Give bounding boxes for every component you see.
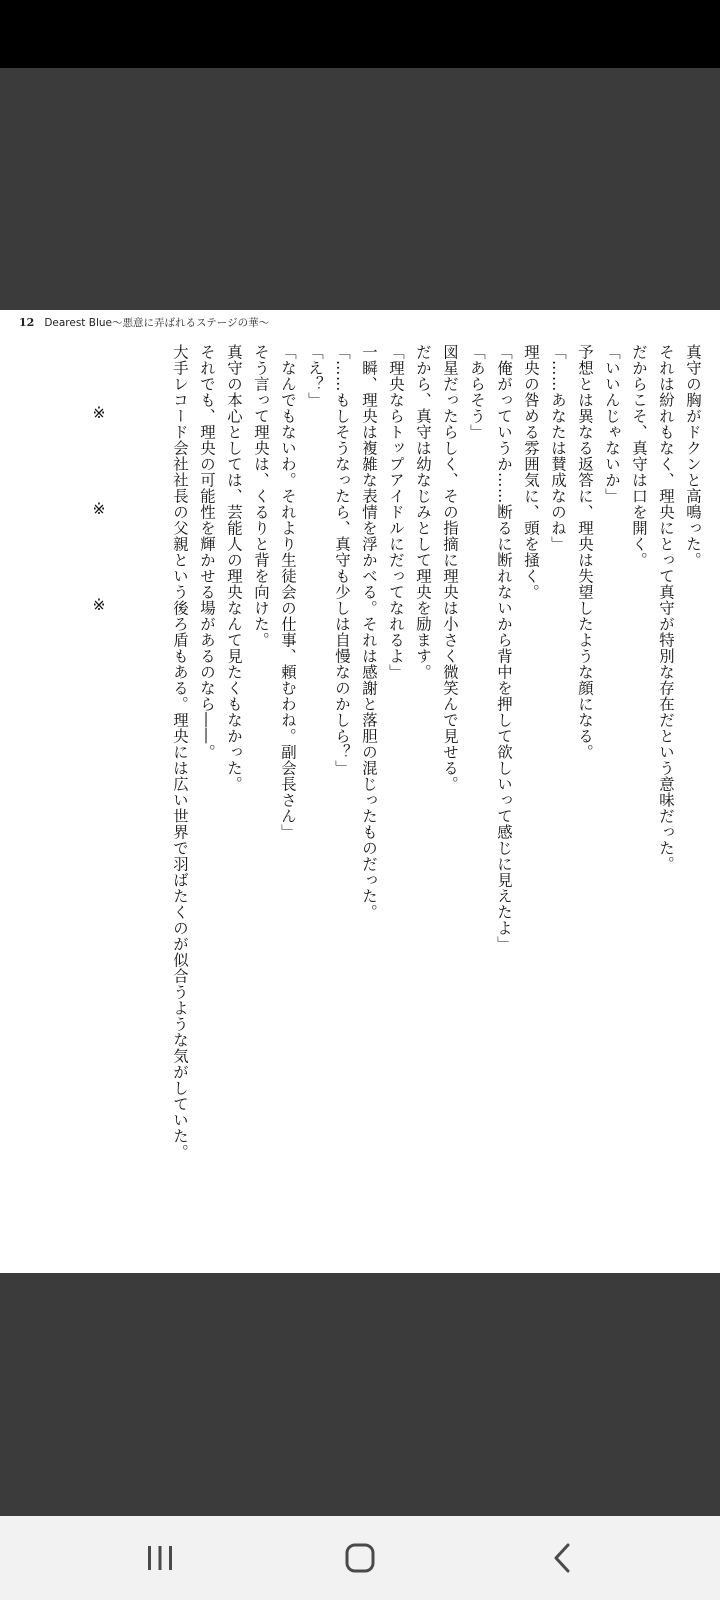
text-line: 理央の咎める雰囲気に、頭を掻く。 bbox=[522, 344, 540, 600]
text-line: 大手レコード会社社長の父親という後ろ盾もある。理央には広い世界で羽ばたくのが似合うような気がしていた。 bbox=[171, 344, 189, 1160]
book-title: Dearest Blue〜悪意に弄ばれるステージの華〜 bbox=[44, 316, 270, 329]
navigation-bar bbox=[0, 1516, 720, 1600]
text-line: 真守の胸がドクンと高鳴った。 bbox=[684, 344, 702, 568]
text-line: 「……もしそうなったら、真守も少しは自慢なのかしら？」 bbox=[333, 344, 351, 776]
text-line: 「理央ならトップアイドルにだってなれるよ」 bbox=[387, 344, 405, 680]
text-line: だから、真守は幼なじみとして理央を励ます。 bbox=[414, 344, 432, 680]
section-mark: ※ bbox=[90, 596, 108, 614]
text-line: 真守の本心としては、芸能人の理央なんて見たくもなかった。 bbox=[225, 344, 243, 792]
section-break bbox=[85, 344, 112, 1244]
blank-line bbox=[139, 344, 166, 1244]
reader-background-top bbox=[0, 68, 720, 310]
text-line: 「え？」 bbox=[306, 344, 324, 408]
text-line: 「いいんじゃないか」 bbox=[603, 344, 621, 504]
text-line: それは紛れもなく、理央にとって真守が特別な存在だという意味だった。 bbox=[657, 344, 675, 872]
text-line: 「……あなたは賛成なのね」 bbox=[549, 344, 567, 552]
recents-icon bbox=[146, 1544, 174, 1572]
text-line: だからこそ、真守は口を開く。 bbox=[630, 344, 648, 568]
back-button[interactable] bbox=[533, 1530, 593, 1586]
text-line: 「あらそう」 bbox=[468, 344, 486, 440]
home-button[interactable] bbox=[330, 1530, 390, 1586]
text-line: それでも、理央の可能性を輝かせる場があるのなら――。 bbox=[198, 344, 216, 760]
text-line: そう言って理央は、くるりと背を向けた。 bbox=[252, 344, 270, 648]
text-line: 図星だったらしく、その指摘に理央は小さく微笑んで見せる。 bbox=[441, 344, 459, 792]
section-mark: ※ bbox=[90, 500, 108, 518]
status-bar bbox=[0, 0, 720, 68]
text-line: 一瞬、理央は複雑な表情を浮かべる。それは感謝と落胆の混じったものだった。 bbox=[360, 344, 378, 920]
reader-background-bottom bbox=[0, 1273, 720, 1516]
page-header bbox=[19, 312, 269, 332]
text-line: 予想とは異なる返答に、理央は失望したような顔になる。 bbox=[576, 344, 594, 760]
vertical-body-text bbox=[85, 344, 706, 1244]
section-mark: ※ bbox=[90, 404, 108, 422]
recents-button[interactable] bbox=[130, 1530, 190, 1586]
book-page[interactable] bbox=[0, 310, 720, 1273]
back-icon bbox=[552, 1543, 574, 1573]
blank-line bbox=[112, 344, 139, 1244]
text-line: 「俺がっていうか……断るに断れないから背中を押して欲しいって感じに見えたよ」 bbox=[495, 344, 513, 952]
home-icon bbox=[345, 1543, 375, 1573]
page-number: 12 bbox=[19, 315, 35, 329]
text-line: 「なんでもないわ。それより生徒会の仕事、頼むわね。副会長さん」 bbox=[279, 344, 297, 840]
